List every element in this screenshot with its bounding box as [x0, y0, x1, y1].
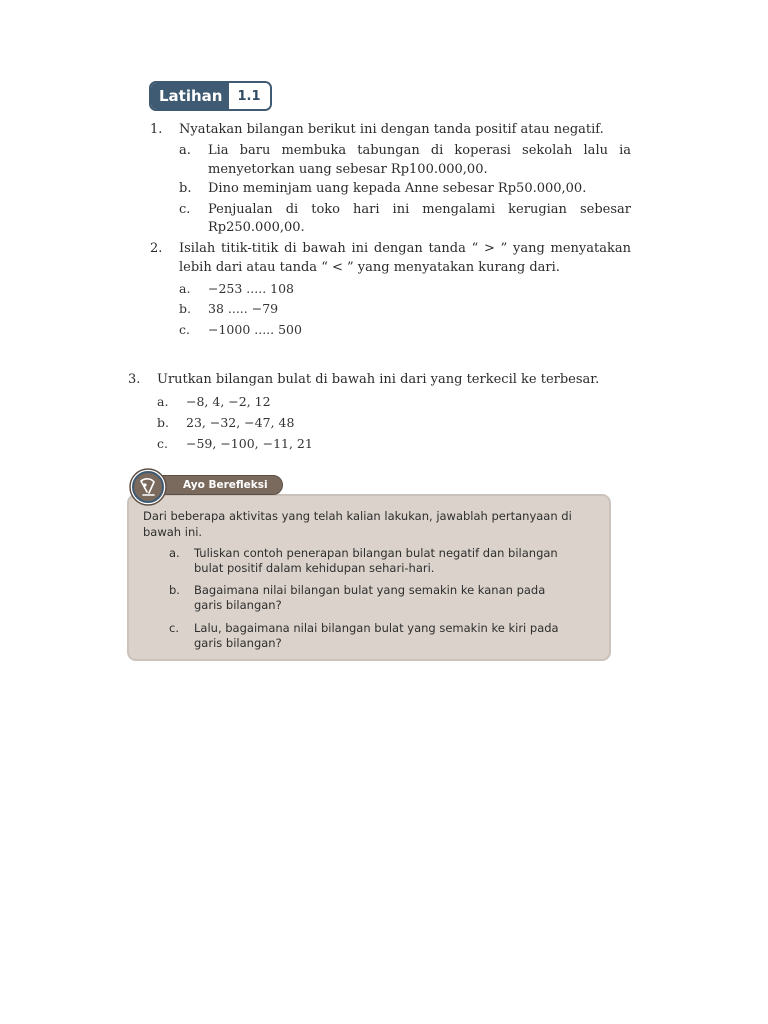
reflection-tab-label: Ayo Berefleksi: [183, 479, 268, 491]
reflection-c-letter: c.: [169, 621, 179, 635]
q2-line1: Isilah titik-titik di bawah ini dengan tanda “ > ” yang menyatakan: [179, 241, 631, 256]
exercise-header-number: 1.1: [229, 83, 269, 109]
q1c-line1: Penjualan di toko hari ini mengalami kerugian sebesar: [208, 202, 631, 217]
q3-number: 3.: [128, 372, 141, 387]
q2c-letter: c.: [179, 322, 190, 337]
reflection-b-letter: b.: [169, 583, 180, 597]
q2b-letter: b.: [179, 301, 191, 316]
q1c-line2: Rp250.000,00.: [208, 220, 305, 235]
reflection-intro-line2: bawah ini.: [143, 525, 203, 539]
q1b-letter: b.: [179, 181, 192, 196]
q2-number: 2.: [150, 241, 163, 256]
q3a-expr: −8, 4, −2, 12: [186, 394, 271, 409]
exercise-header-label: Latihan: [151, 83, 229, 109]
q1-text: Nyatakan bilangan berikut ini dengan tanda positif atau negatif.: [179, 122, 604, 137]
q2a-letter: a.: [179, 281, 191, 296]
q1-number: 1.: [150, 122, 163, 137]
reflection-icon: [129, 468, 167, 506]
q1c-letter: c.: [179, 202, 191, 217]
exercise-header-badge: [149, 81, 272, 111]
reflection-b-line2: garis bilangan?: [194, 598, 282, 612]
reflection-a-line2: bulat positif dalam kehidupan sehari-hari.: [194, 561, 435, 575]
reflection-intro-line1: Dari beberapa aktivitas yang telah kalian lakukan, jawablah pertanyaan di: [143, 509, 572, 523]
reflection-c-line2: garis bilangan?: [194, 636, 282, 650]
q2b-expr: 38 ..... −79: [208, 301, 279, 316]
q2a-expr: −253 ..... 108: [208, 281, 295, 296]
q3b-expr: 23, −32, −47, 48: [186, 415, 295, 430]
q3-text: Urutkan bilangan bulat di bawah ini dari yang terkecil ke terbesar.: [157, 372, 600, 387]
reflection-b-line1: Bagaimana nilai bilangan bulat yang semakin ke kanan pada: [194, 583, 546, 597]
reflection-c-line1: Lalu, bagaimana nilai bilangan bulat yang semakin ke kiri pada: [194, 621, 559, 635]
q1a-line1: Lia baru membuka tabungan di koperasi sekolah lalu ia: [208, 143, 631, 158]
q3a-letter: a.: [157, 394, 169, 409]
reflection-a-letter: a.: [169, 546, 180, 560]
q1a-line2: menyetorkan uang sebesar Rp100.000,00.: [208, 162, 488, 177]
q3c-letter: c.: [157, 436, 168, 451]
q2c-expr: −1000 ..... 500: [208, 322, 302, 337]
q1b-line1: Dino meminjam uang kepada Anne sebesar Rp50.000,00.: [208, 181, 587, 196]
q3b-letter: b.: [157, 415, 169, 430]
q2-line2: lebih dari atau tanda “ < ” yang menyatakan kurang dari.: [179, 260, 560, 275]
q3c-expr: −59, −100, −11, 21: [186, 436, 313, 451]
reflection-a-line1: Tuliskan contoh penerapan bilangan bulat negatif dan bilangan: [194, 546, 558, 560]
q1a-letter: a.: [179, 143, 191, 158]
